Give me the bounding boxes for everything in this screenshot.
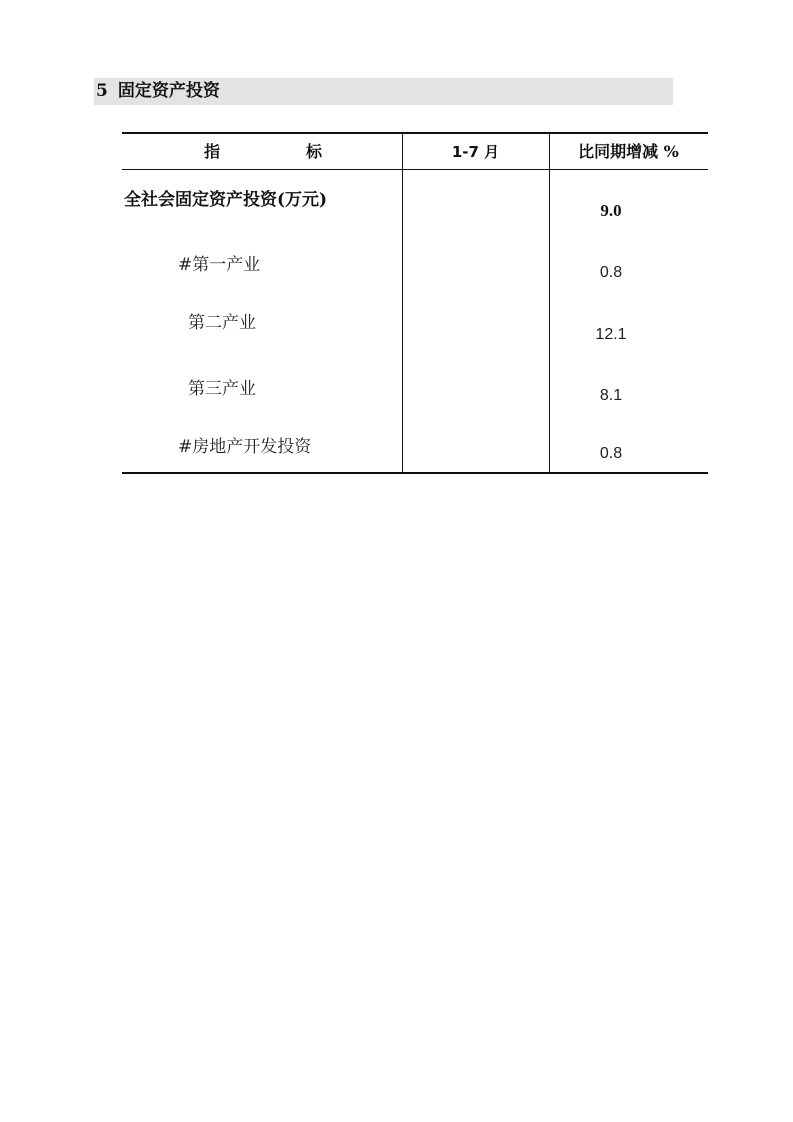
section-title [96, 79, 220, 103]
column-divider-1 [402, 132, 403, 474]
investment-table [122, 132, 708, 474]
row-change-primary: 0.8 [599, 264, 623, 281]
section-number: 5 [96, 81, 108, 101]
row-change-tertiary: 8.1 [599, 387, 623, 404]
row-label-secondary: 第二产业 [188, 313, 256, 333]
row-label-total: 全社会固定资产投资(万元) [124, 190, 328, 210]
row-change-total: 9.0 [600, 201, 622, 220]
row-label-real-estate: #房地产开发投资 [178, 437, 312, 457]
table-header-rule [122, 169, 708, 170]
header-indicator-second: 标 [306, 142, 323, 161]
column-divider-2 [549, 132, 550, 474]
row-label-primary: #第一产业 [178, 255, 261, 275]
header-month: 1-7 月 [451, 143, 500, 161]
row-change-real-estate: 0.8 [599, 445, 623, 462]
table-bottom-rule [122, 472, 708, 474]
header-indicator-first: 指 [204, 142, 221, 161]
row-change-secondary: 12.1 [595, 326, 627, 343]
section-title-text: 固定资产投资 [117, 81, 220, 101]
header-change: 比同期增减 % [578, 142, 679, 161]
table-top-rule [122, 132, 708, 134]
row-label-tertiary: 第三产业 [188, 379, 256, 399]
